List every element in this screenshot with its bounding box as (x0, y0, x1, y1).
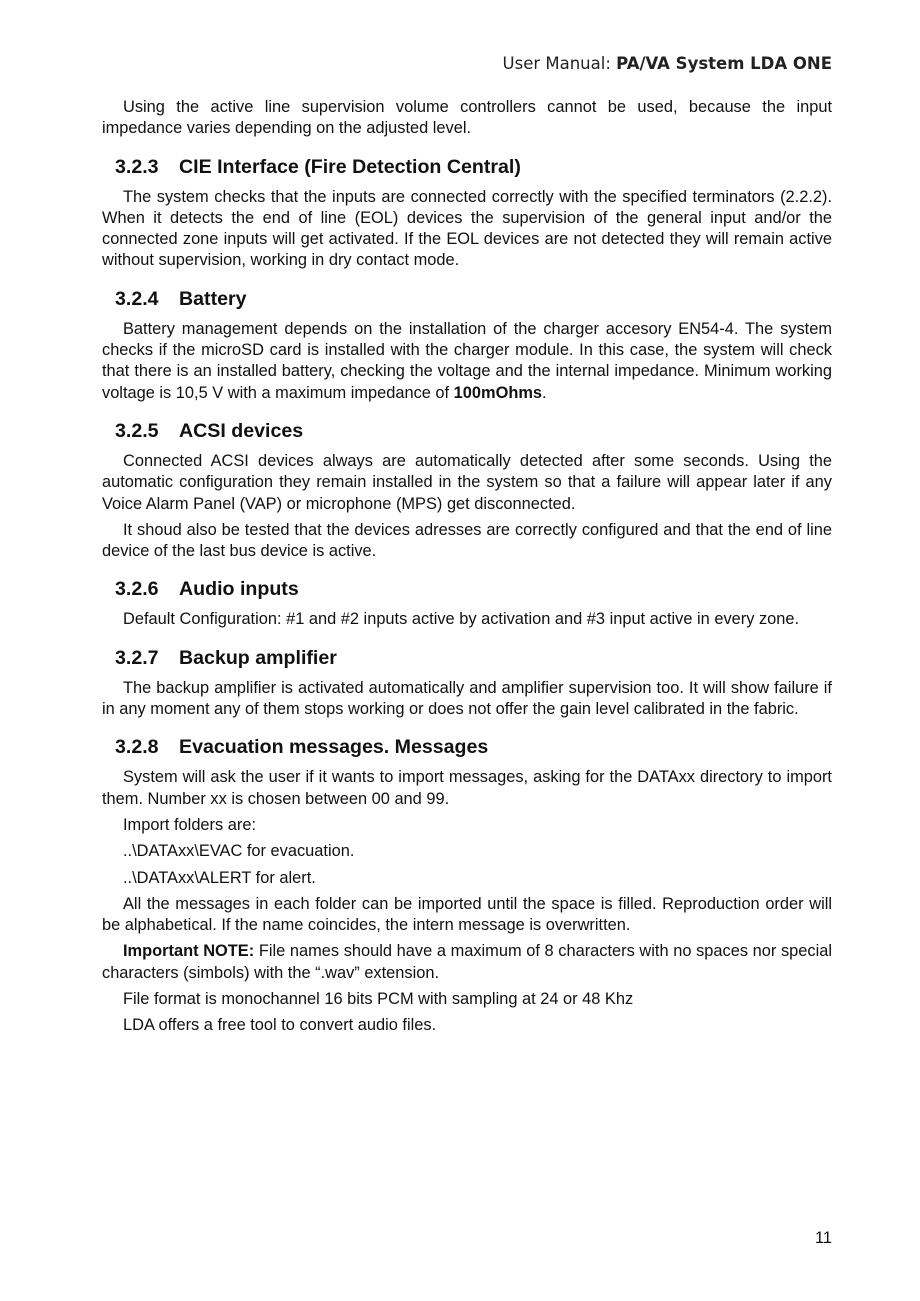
battery-text: Battery management depends on the installation of the charger accesory EN54-4. The system checks if the microSD card is installed with the charger module. In this case, the system will check that there is an installed battery, checking the voltage and the internal impedance. Minimum working voltage is 10,5 V with a maximum impedance of (102, 319, 832, 402)
evac-folder-evac: ..\DATAxx\EVAC for evacuation. (123, 842, 355, 861)
section-heading-battery (115, 287, 832, 311)
note-text: File names should have a maximum of 8 characters with no spaces nor special characters (simbols) with the “.wav” extension. (102, 942, 832, 982)
evac-paragraph-7: LDA offers a free tool to convert audio files. (123, 1016, 437, 1035)
document-body (102, 97, 832, 1042)
section-number: 3.2.8 (115, 736, 159, 759)
audio-paragraph: Default Configuration: #1 and #2 inputs active by activation and #3 input active in every zone. (123, 610, 800, 629)
section-title: CIE Interface (Fire Detection Central) (179, 155, 521, 178)
section-number: 3.2.3 (115, 155, 159, 178)
section-heading-audio (115, 577, 832, 601)
section-title: ACSI devices (179, 419, 304, 442)
evac-paragraph-1: System will ask the user if it wants to import messages, asking for the DATAxx directory to import them. Number xx is chosen between 00 and 99. (102, 768, 832, 808)
evac-paragraph-6: File format is monochannel 16 bits PCM with sampling at 24 or 48 Khz (123, 990, 634, 1009)
evac-paragraph-5: All the messages in each folder can be imported until the space is filled. Reproduction order will be alphabetical. If the name coincides, the intern message is overwritten. (102, 894, 832, 935)
battery-impedance-value: 100mOhms (453, 383, 543, 402)
battery-paragraph (102, 319, 832, 404)
acsi-paragraph-1: Connected ACSI devices always are automatically detected after some seconds. Using the automatic configuration they remain installed in the system so that a failure will appear later if any Voice Alarm Panel (VAP) or microphone (MPS) get disconnected. (102, 451, 832, 513)
section-number: 3.2.4 (115, 287, 159, 310)
header-title: PA/VA System LDA ONE (616, 54, 832, 73)
evac-paragraph-2: Import folders are: (123, 815, 256, 834)
section-heading-backup (115, 646, 832, 670)
battery-text-end: . (542, 383, 547, 402)
cie-paragraph: The system checks that the inputs are connected correctly with the specified terminators (2.2.2). When it detects the end of line (EOL) devices the supervision of the general input and/or the connected zone inputs will get activated. If the EOL devices are not detected they will remain active without supervision, working in dry contact mode. (102, 187, 832, 270)
section-title: Backup amplifier (179, 646, 337, 669)
section-heading-evac (115, 735, 832, 759)
header-prefix: User Manual: (502, 54, 617, 73)
page-number: 11 (814, 1229, 832, 1247)
evac-folder-alert: ..\DATAxx\ALERT for alert. (123, 868, 316, 887)
section-number: 3.2.5 (115, 419, 159, 442)
section-title: Battery (179, 287, 247, 310)
acsi-paragraph-2: It shoud also be tested that the devices adresses are correctly configured and that the end of line device of the last bus device is active. (102, 520, 832, 561)
backup-paragraph: The backup amplifier is activated automatically and amplifier supervision too. It will show failure if in any moment any of them stops working or does not offer the gain level calibrated in the fabric. (102, 678, 832, 719)
section-number: 3.2.7 (115, 646, 159, 669)
section-title: Audio inputs (179, 578, 299, 601)
section-title: Evacuation messages. Messages (179, 736, 489, 759)
running-header (503, 54, 832, 73)
section-number: 3.2.6 (115, 578, 159, 601)
note-label: Important NOTE: (123, 942, 255, 961)
section-heading-acsi (115, 419, 832, 443)
intro-paragraph: Using the active line supervision volume controllers cannot be used, because the input impedance varies depending on the adjusted level. (102, 98, 832, 138)
section-heading-cie (115, 155, 832, 179)
important-note (102, 941, 832, 984)
